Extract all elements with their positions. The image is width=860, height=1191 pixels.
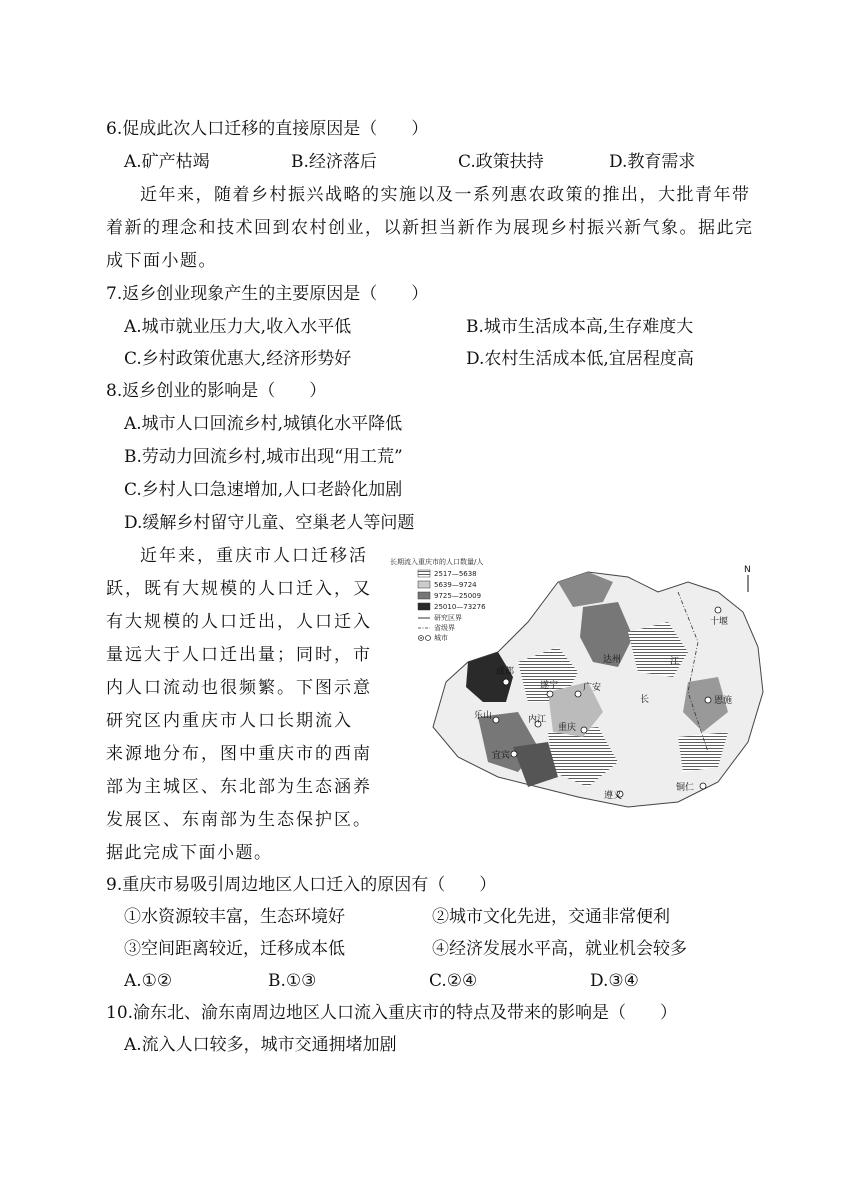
city-guangan: 广安 (583, 683, 602, 693)
q7-option-b: B.城市生活成本高,生存难度大 (466, 317, 694, 337)
passage1-line: 近年来，随着乡村振兴战略的实施以及一系列惠农政策的推出，大批青年带 (140, 185, 751, 205)
passage2-line: 部为主城区、东北部为生态涵养 (106, 777, 372, 797)
city-leshan: 乐山 (474, 711, 493, 721)
city-suining: 遂宁 (540, 681, 559, 691)
legend-swatch-2 (418, 581, 430, 588)
passage2-line: 量远大于人口迁出量；同时，市 (106, 645, 372, 665)
legend-item-3: 9725—25009 (434, 592, 482, 600)
q8-option-d: D.缓解乡村留守儿童、空巢老人等问题 (124, 513, 415, 533)
q7-stem: 7.返乡创业现象产生的主要原因是（ ） (106, 284, 429, 304)
legend-research-boundary: 研究区界 (434, 614, 462, 622)
legend-swatch-3 (418, 592, 430, 599)
q8-stem: 8.返乡创业的影响是（ ） (106, 381, 327, 401)
q9-item-3: ③空间距离较近，迁移成本低 (124, 939, 345, 959)
q7-option-c: C.乡村政策优惠大,经济形势好 (124, 349, 352, 369)
q10-option-a: A.流入人口较多，城市交通拥堵加剧 (124, 1035, 397, 1055)
q9-option-a: A.①② (124, 971, 173, 991)
city-tongren: 铜仁 (676, 783, 695, 793)
legend-item-2: 5639—9724 (434, 581, 477, 589)
legend-title: 长期流入重庆市的人口数量/人 (390, 558, 484, 566)
q9-stem: 9.重庆市易吸引周边地区人口迁入的原因有（ ） (106, 875, 497, 895)
city-enshi: 恩施 (714, 696, 733, 706)
river-label-chang: 长 (640, 695, 650, 705)
q6-option-d: D.教育需求 (609, 152, 696, 172)
q9-item-2: ②城市文化先进，交通非常便利 (432, 907, 670, 927)
legend-item-1: 2517—5638 (434, 570, 477, 578)
legend-province-boundary: 省级界 (434, 624, 455, 632)
q9-option-d: D.③④ (590, 971, 639, 991)
q8-option-c: C.乡村人口急速增加,人口老龄化加剧 (124, 480, 403, 500)
city-yibin: 宜宾 (492, 751, 511, 761)
passage1-line: 着新的理念和技术回到农村创业，以新担当新作为展现乡村振兴新气象。据此完 (106, 218, 754, 238)
passage2-line: 近年来，重庆市人口迁移活 (140, 546, 368, 566)
passage2-line: 来源地分布，图中重庆市的西南 (106, 744, 372, 764)
q9-option-b: B.①③ (268, 971, 317, 991)
passage1-line: 成下面小题。 (106, 251, 217, 271)
q9-option-c: C.②④ (429, 971, 478, 991)
city-chengdu: 成都 (496, 667, 515, 677)
q6-option-c: C.政策扶持 (458, 152, 544, 172)
q8-option-b: B.劳动力回流乡村,城市出现“用工荒” (124, 447, 403, 467)
legend-swatch-1 (418, 570, 430, 577)
city-chongqing: 重庆 (558, 723, 577, 733)
legend-swatch-4 (418, 603, 430, 610)
passage2-line: 发展区、东南部为生态保护区。 (106, 810, 372, 830)
q8-option-a: A.城市人口回流乡村,城镇化水平降低 (124, 414, 403, 434)
passage2-line: 研究区内重庆市人口长期流入 (106, 711, 353, 731)
population-inflow-map (388, 552, 768, 812)
q10-stem: 10.渝东北、渝东南周边地区人口流入重庆市的特点及带来的影响是（ ） (106, 1003, 678, 1023)
north-label: N (744, 565, 751, 575)
city-shiyan: 十堰 (710, 617, 729, 627)
city-neijiang: 内江 (528, 715, 547, 725)
q9-item-4: ④经济发展水平高，就业机会较多 (432, 939, 687, 959)
q7-option-d: D.农村生活成本低,宜居程度高 (466, 349, 694, 369)
city-dazhou: 达州 (603, 655, 622, 665)
river-label-jiang: 江 (670, 657, 680, 667)
q6-option-a: A.矿产枯竭 (124, 152, 210, 172)
passage2-line: 据此完成下面小题。 (106, 843, 273, 863)
passage2-line: 内人口流动也很频繁。下图示意 (106, 678, 372, 698)
passage2-line: 有大规模的人口迁出，人口迁入 (106, 612, 372, 632)
legend-item-4: 25010—73276 (434, 603, 486, 611)
legend-city: 城市 (434, 634, 448, 642)
passage2-line: 跃，既有大规模的人口迁入，又 (106, 579, 372, 599)
q7-option-a: A.城市就业压力大,收入水平低 (124, 317, 352, 337)
q9-item-1: ①水资源较丰富，生态环境好 (124, 907, 345, 927)
q6-option-b: B.经济落后 (291, 152, 377, 172)
city-zunyi: 遵义 (604, 791, 623, 801)
q6-stem: 6.促成此次人口迁移的直接原因是（ ） (106, 119, 429, 139)
